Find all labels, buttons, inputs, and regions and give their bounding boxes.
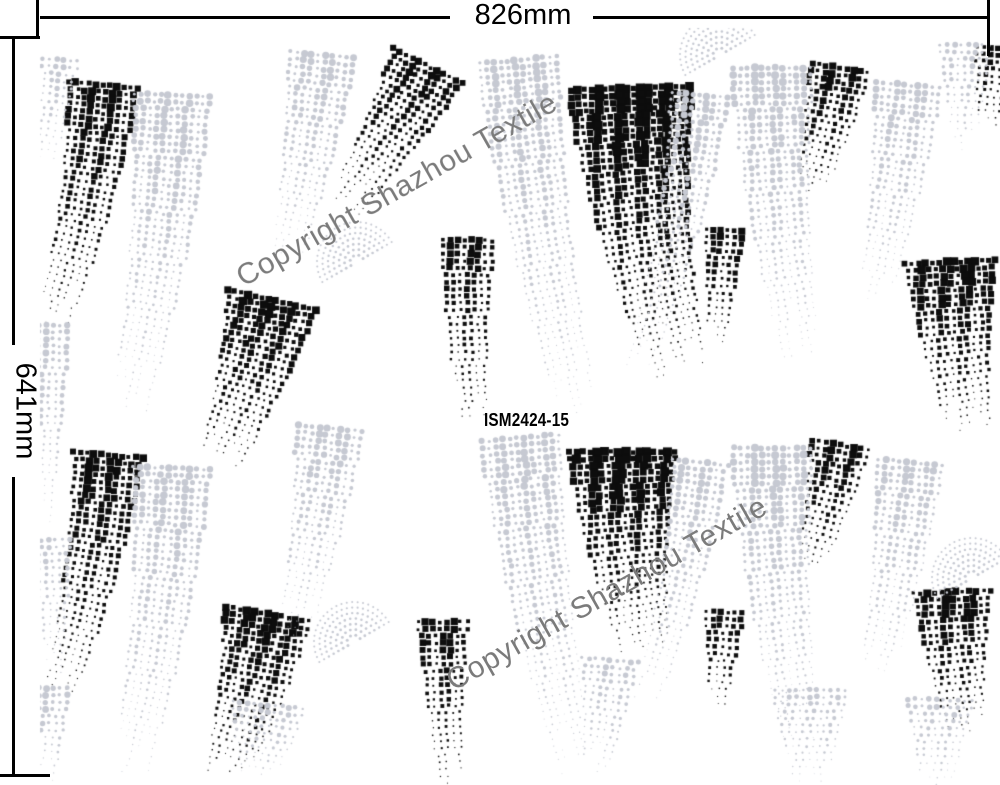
top-dimension-label: 826mm — [474, 0, 572, 31]
top-dimension-line-right — [593, 16, 988, 19]
design-code-label: ISM2424-15 — [484, 410, 570, 430]
top-dimension-tick-right — [987, 0, 990, 56]
watermark-2: Copyright Shazhou Textile — [440, 489, 773, 698]
top-dimension-tick-left — [36, 0, 39, 38]
watermark-1: Copyright Shazhou Textile — [230, 85, 563, 294]
top-dimension-line-left — [40, 16, 450, 19]
left-dimension-label: 641mm — [9, 362, 42, 460]
left-dimension-tick-top — [0, 36, 40, 39]
left-dimension-tick-bottom — [0, 774, 50, 777]
left-dimension-line-top — [12, 39, 15, 345]
left-dimension-line-bottom — [12, 477, 15, 775]
